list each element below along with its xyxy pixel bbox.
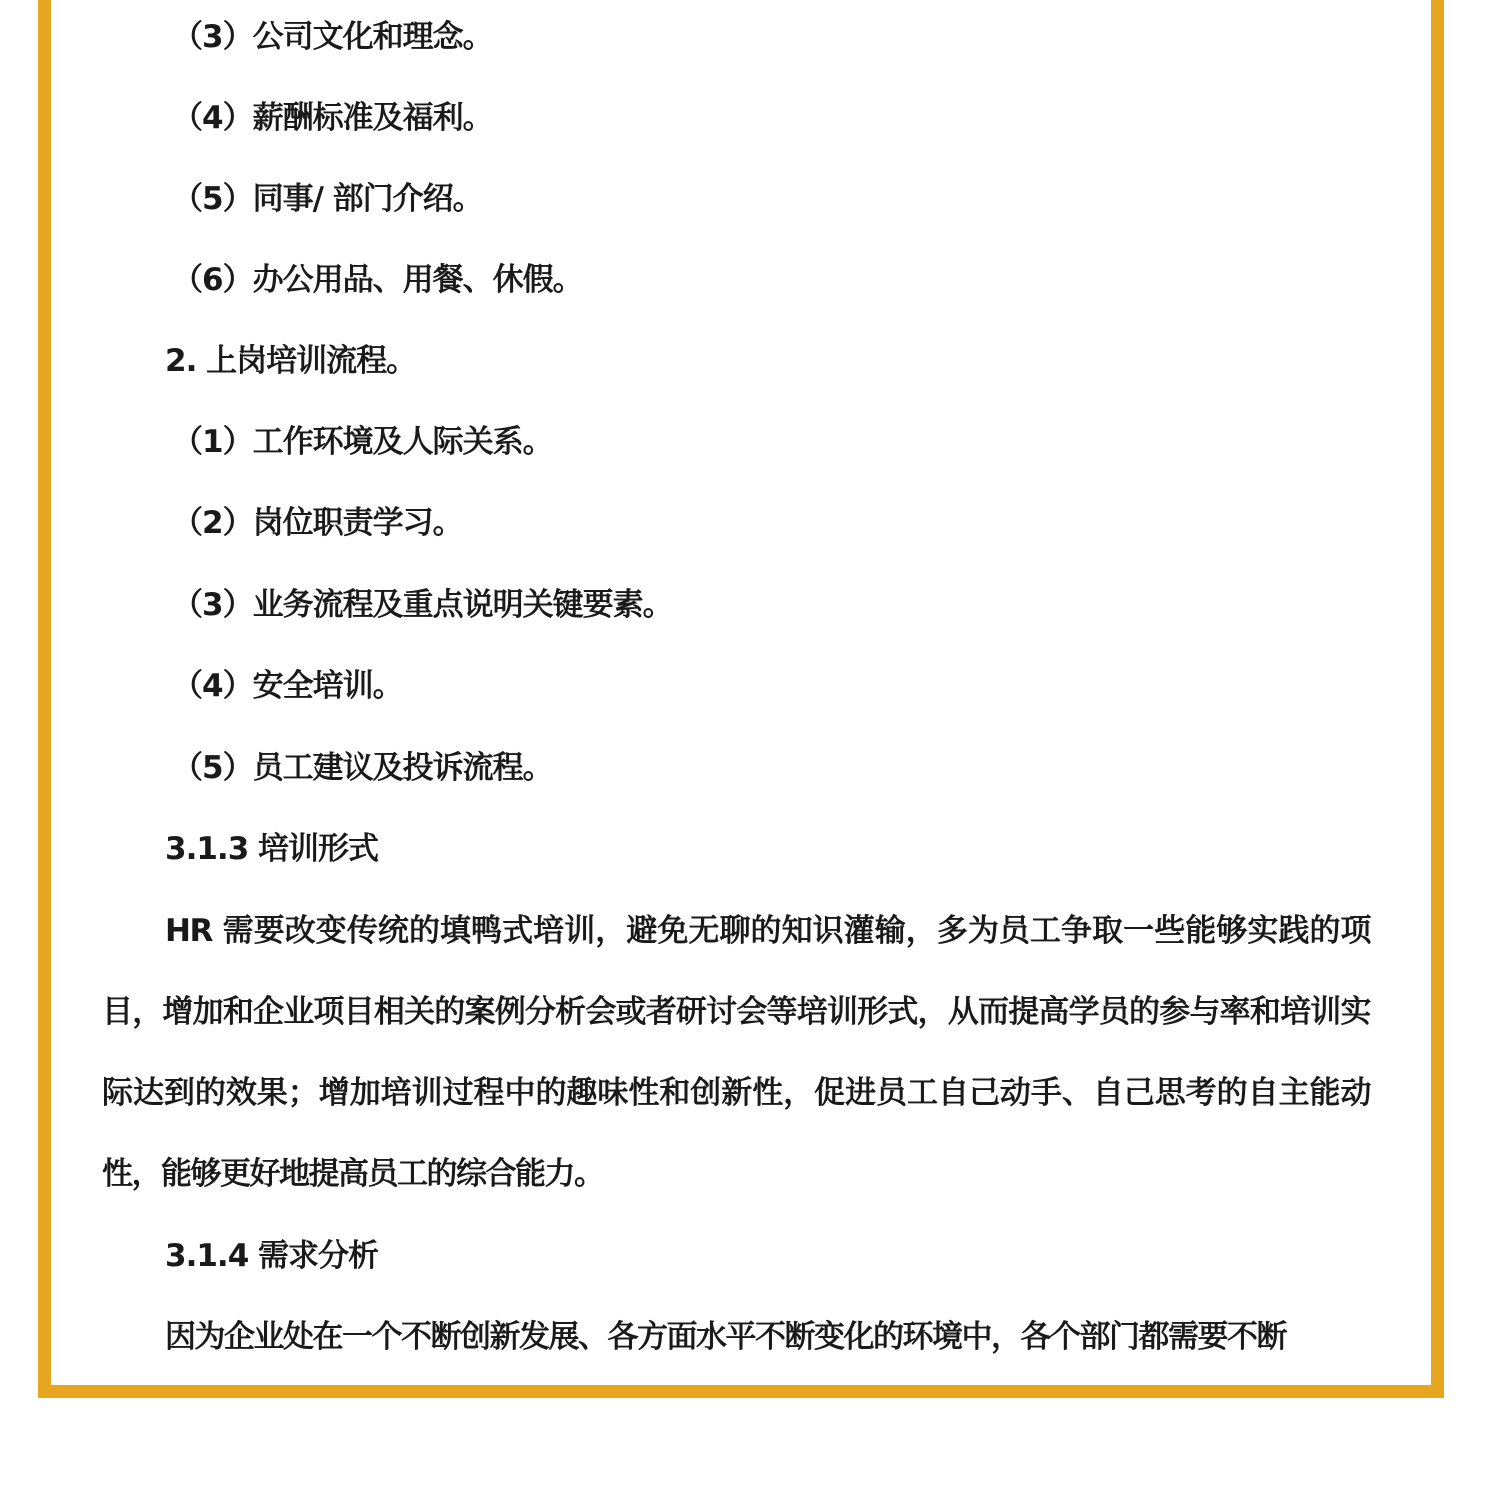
list-item-colleagues-departments: （5）同事/ 部门介绍。 — [172, 181, 483, 217]
list-item-suggestions-complaints: （5）员工建议及投诉流程。 — [172, 750, 553, 786]
list-item-safety-training: （4）安全培训。 — [172, 668, 403, 704]
list-item-business-process: （3）业务流程及重点说明关键要素。 — [172, 587, 673, 623]
list-item-office-supplies: （6）办公用品、用餐、休假。 — [172, 262, 583, 298]
section-heading-needs-analysis: 3.1.4 需求分析 — [165, 1238, 379, 1274]
section-heading-onboarding-process: 2. 上岗培训流程。 — [165, 343, 417, 379]
paragraph-training-format: HR 需要改变传统的填鸭式培训，避免无聊的知识灌输，多为员工争取一些能够实践的项目，增加和企业项目相关的案例分析会或者研讨会等培训形式，从而提高学员的参与率和培训实际达到的效果；增加培训过程中的趣味性和创新性，促进员工自己动手、自己思考的自主能动性，能够更好地提高员工的综合能力。 — [102, 913, 1370, 1192]
list-item-company-culture: （3）公司文化和理念。 — [172, 19, 493, 55]
list-item-work-environment: （1）工作环境及人际关系。 — [172, 424, 553, 460]
list-item-job-duties: （2）岗位职责学习。 — [172, 505, 463, 541]
paragraph-needs-analysis: 因为企业处在一个不断创新发展、各方面水平不断变化的环境中，各个部门都需要不断 — [165, 1319, 1286, 1355]
section-heading-training-format: 3.1.3 培训形式 — [165, 831, 379, 867]
list-item-salary-benefits: （4）薪酬标准及福利。 — [172, 100, 493, 136]
